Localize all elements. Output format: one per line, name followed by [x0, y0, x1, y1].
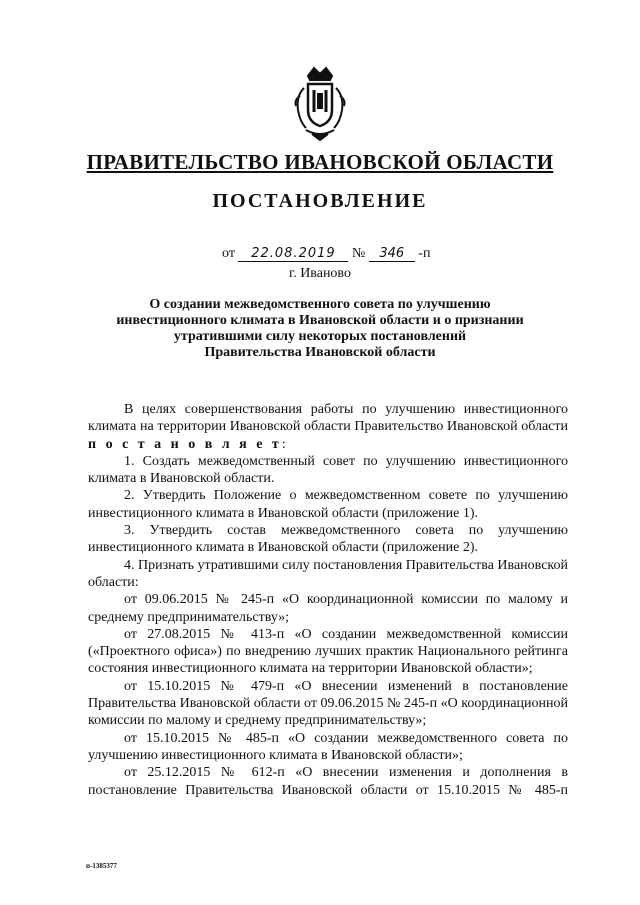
repealed-decree-item: от 15.10.2015 № 485-п «О создании межведомственного совета по улучшению инвестиционного климата в Ивановской области»;: [88, 730, 568, 763]
document-body: [88, 401, 568, 799]
repealed-decree-item: от 27.08.2015 № 413-п «О создании межведомственной комиссии («Проектного офиса») по внедрению лучших практик Национального рейтинга состояния инвестиционного климата на территории Ивановской области»;: [88, 626, 568, 677]
number-suffix: -п: [418, 246, 431, 261]
government-title: ПРАВИТЕЛЬСТВО ИВАНОВСКОЙ ОБЛАСТИ: [86, 150, 554, 174]
list-item: 1. Создать межведомственный совет по улучшению инвестиционного климата в Ивановской области.: [88, 453, 568, 487]
list-item: 4. Признать утратившими силу постановления Правительства Ивановской области:: [88, 557, 568, 590]
subject-line: утратившими силу некоторых постановлений: [173, 329, 467, 344]
handwritten-date: 22.08.2019: [238, 246, 348, 262]
list-item: 3. Утвердить состав межведомственного совета по улучшению инвестиционного климата в Ивановской области (приложение 2).: [88, 523, 568, 556]
handwritten-number: 346: [369, 246, 415, 262]
decree-keyword: п о с т а н о в л я е т: [88, 436, 282, 452]
city-line: г. Иваново: [289, 266, 351, 281]
repealed-decree-item: от 15.10.2015 № 479-п «О внесении изменений в постановление Правительства Ивановской области от 09.06.2015 № 245-п «О координационной комиссии по малому и среднему предпринимательству»;: [88, 678, 568, 729]
repealed-decree-item: от 25.12.2015 № 612-п «О внесении изменения и дополнения в постановление Правительства Ивановской области от 15.10.2015 № 485-п: [88, 765, 568, 798]
list-item: 2. Утвердить Положение о межведомственном совете по улучшению инвестиционного климата в Ивановской области (приложение 1).: [88, 488, 568, 521]
date-number-line: [222, 246, 430, 262]
intro-colon: :: [281, 436, 286, 452]
date-prefix: от: [222, 246, 235, 261]
intro-text: В целях совершенствования работы по улучшению инвестиционного климата на территории Ивановской области Правительство Ивановской области: [88, 402, 568, 435]
document-type-title: ПОСТАНОВЛЕНИЕ: [212, 190, 428, 212]
number-label: №: [351, 246, 366, 261]
intro-paragraph: [88, 401, 568, 453]
repealed-decree-item: от 09.06.2015 № 245-п «О координационной комиссии по малому и среднему предпринимательству»;: [88, 592, 568, 625]
coat-of-arms-emblem: [292, 66, 348, 142]
subject-line: О создании межведомственного совета по улучшению: [149, 297, 491, 312]
subject-line: инвестиционного климата в Ивановской области и о признании: [116, 313, 524, 328]
document-subject: [90, 297, 550, 361]
footer-document-code: п-1385377: [86, 862, 117, 870]
subject-line: Правительства Ивановской области: [204, 345, 436, 360]
